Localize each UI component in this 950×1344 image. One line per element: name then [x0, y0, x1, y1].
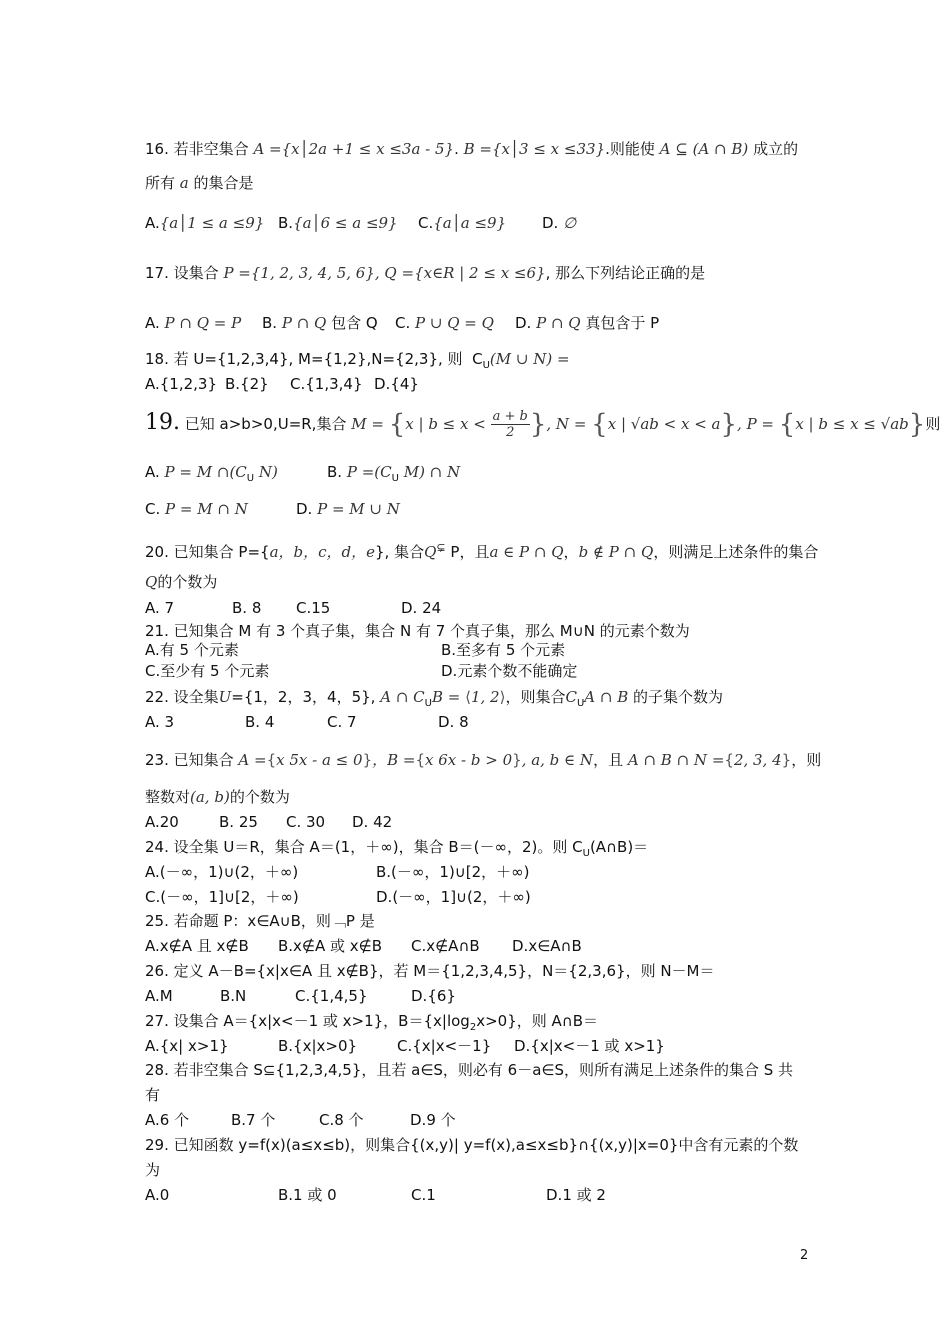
option-a: A.{a│1 ≤ a ≤9}: [145, 214, 265, 232]
option-c: C.8 个: [319, 1111, 364, 1129]
option-a: A.20: [145, 813, 179, 831]
option-d: D.{4}: [374, 375, 419, 393]
option-a: A.{x| x>1}: [145, 1037, 229, 1055]
option-d: D. 24: [401, 599, 442, 617]
option-b: B.{2}: [225, 375, 269, 393]
option-c: C. P = M ∩ N: [145, 500, 248, 518]
option-c: C.{x|x<－1}: [397, 1037, 492, 1055]
question-29: 29. 已知函数 y=f(x)(a≤x≤b)，则集合{(x,y)| y=f(x),a≤x≤b}∩{(x,y)|x=0}中含有元素的个数: [145, 1136, 799, 1154]
option-b: B.N: [220, 987, 247, 1005]
question-20-line-2: Q的个数为: [145, 573, 218, 591]
option-a: A.有 5 个元素: [145, 641, 239, 659]
question-19: 19. 已知 a>b>0,U=R,集合 M = {x | b ≤ x < $\frac{a + b}{2}$ }, N = {x | √ab < x < a}, P = {x | b ≤ x ≤ √ab}则: [145, 409, 941, 440]
question-17: 17. 设集合 P ={1, 2, 3, 4, 5, 6}, Q ={x∈R | 2 ≤ x ≤6}, 那么下列结论正确的是: [145, 264, 706, 282]
option-d: D.(－∞，1]∪(2，＋∞): [376, 888, 531, 906]
option-a: A.{1,2,3}: [145, 375, 218, 393]
question-22: 22. 设全集U={1，2，3，4，5}, A ∩ $C_UB$ = ⟨1, 2⟩，则集合$C_UA$ ∩ B 的子集个数为: [145, 688, 724, 709]
question-28: 28. 若非空集合 S⊆{1,2,3,4,5}，且若 a∈S，则必有 6－a∈S，则所有满足上述条件的集合 S 共: [145, 1061, 794, 1079]
option-a: A.(－∞，1)∪(2，＋∞): [145, 863, 299, 881]
page-number: 2: [800, 1248, 809, 1263]
option-d: D.元素个数不能确定: [441, 662, 578, 680]
option-a: A.6 个: [145, 1111, 190, 1129]
option-b: B.(－∞，1)∪[2，＋∞): [376, 863, 530, 881]
option-c: C.{a│a ≤9}: [418, 214, 507, 232]
option-d: D. 42: [352, 813, 393, 831]
option-b: B. 25: [219, 813, 258, 831]
option-a: A. 3: [145, 713, 175, 731]
option-d: D. P ∩ Q 真包含于 P: [515, 314, 660, 332]
option-d: D. P = M ∪ N: [296, 500, 400, 518]
option-b: B. $P =(C_U$ M) ∩ N: [327, 463, 461, 484]
option-d: D.x∈A∩B: [512, 937, 582, 955]
option-b: B. P ∩ Q 包含 Q: [262, 314, 378, 332]
option-d: D.9 个: [410, 1111, 456, 1129]
question-27: 27. 设集合 A＝{x|x<－1 或 x>1}，$B=\{x|\log_2x>0\}$，则 A∩B＝: [145, 1012, 599, 1033]
option-c: C. 30: [286, 813, 326, 831]
question-16-line-2: 所有 a 的集合是: [145, 174, 254, 192]
option-a: A. P = M $\cap(C_U$ N): [145, 463, 278, 484]
question-20: 20. 已知集合 P={a，b，c，d，e}, 集合Q⊊ P，且a ∈ P ∩ Q，b ∉ P ∩ Q，则满足上述条件的集合: [145, 541, 819, 561]
option-c: C.x∉A∩B: [411, 937, 480, 955]
option-d: D. 8: [438, 713, 469, 731]
question-21: 21. 已知集合 M 有 3 个真子集，集合 N 有 7 个真子集，那么 M∪N 的元素个数为: [145, 622, 690, 640]
option-c: C.{1,3,4}: [290, 375, 363, 393]
option-a: A.0: [145, 1186, 170, 1204]
option-c: C. 7: [327, 713, 357, 731]
option-c: C.1: [411, 1186, 436, 1204]
option-b: B.{a│6 ≤ a ≤9}: [278, 214, 398, 232]
option-d: D.{6}: [411, 987, 456, 1005]
fraction: $\frac{a + b}{2}$: [492, 409, 528, 440]
question-18: 18. 若 U={1,2,3,4}, M={1,2},N={2,3}, 则 $C_U(M$ ∪ N) =: [145, 350, 570, 371]
option-a: A. P ∩ Q = P: [145, 314, 242, 332]
option-d: D.1 或 2: [546, 1186, 606, 1204]
question-26: 26. 定义 A－B={x|x∈A 且 x∉B}，若 M＝{1,2,3,4,5}，N＝{2,3,6}，则 N－M＝: [145, 962, 715, 980]
question-16-line-1: 16. 若非空集合 A ={x│2a +1 ≤ x ≤3a - 5}. B ={x│3 ≤ x ≤33}.则能使 A ⊆ (A ∩ B) 成立的: [145, 140, 799, 158]
option-c: C.{1,4,5}: [295, 987, 368, 1005]
option-c: C.至少有 5 个元素: [145, 662, 270, 680]
question-24: 24. 设全集 U＝R，集合 A＝(1，＋∞)，集合 B＝(－∞，2)。则 $C_U(A\cap B)=$: [145, 838, 649, 859]
option-c: C.15: [296, 599, 331, 617]
question-23-line-2: 整数对(a, b)的个数为: [145, 788, 290, 806]
option-a: A. 7: [145, 599, 175, 617]
option-b: B.x∉A 或 x∉B: [278, 937, 383, 955]
option-b: B.7 个: [231, 1111, 276, 1129]
option-d: D. ∅: [542, 214, 577, 232]
option-c: C. P ∪ Q = Q: [395, 314, 494, 332]
question-23: 23. 已知集合 A ={x 5x - a ≤ 0}，B ={x 6x - b > 0}, a, b ∈ N，且 A ∩ B ∩ N ={2, 3, 4}，则: [145, 751, 822, 769]
question-25: 25. 若命题 P：x∈A∪B，则﹁P 是: [145, 912, 375, 930]
option-b: B.1 或 0: [278, 1186, 337, 1204]
option-a: A.x∉A 且 x∉B: [145, 937, 249, 955]
question-29-line-2: 为: [145, 1161, 161, 1179]
option-d: D.{x|x<－1 或 x>1}: [514, 1037, 665, 1055]
option-b: B. 8: [232, 599, 262, 617]
question-28-line-2: 有: [145, 1086, 161, 1104]
option-b: B.{x|x>0}: [278, 1037, 358, 1055]
option-b: B.至多有 5 个元素: [441, 641, 566, 659]
option-a: A.M: [145, 987, 173, 1005]
option-b: B. 4: [245, 713, 275, 731]
option-c: C.(－∞，1]∪[2，＋∞): [145, 888, 299, 906]
